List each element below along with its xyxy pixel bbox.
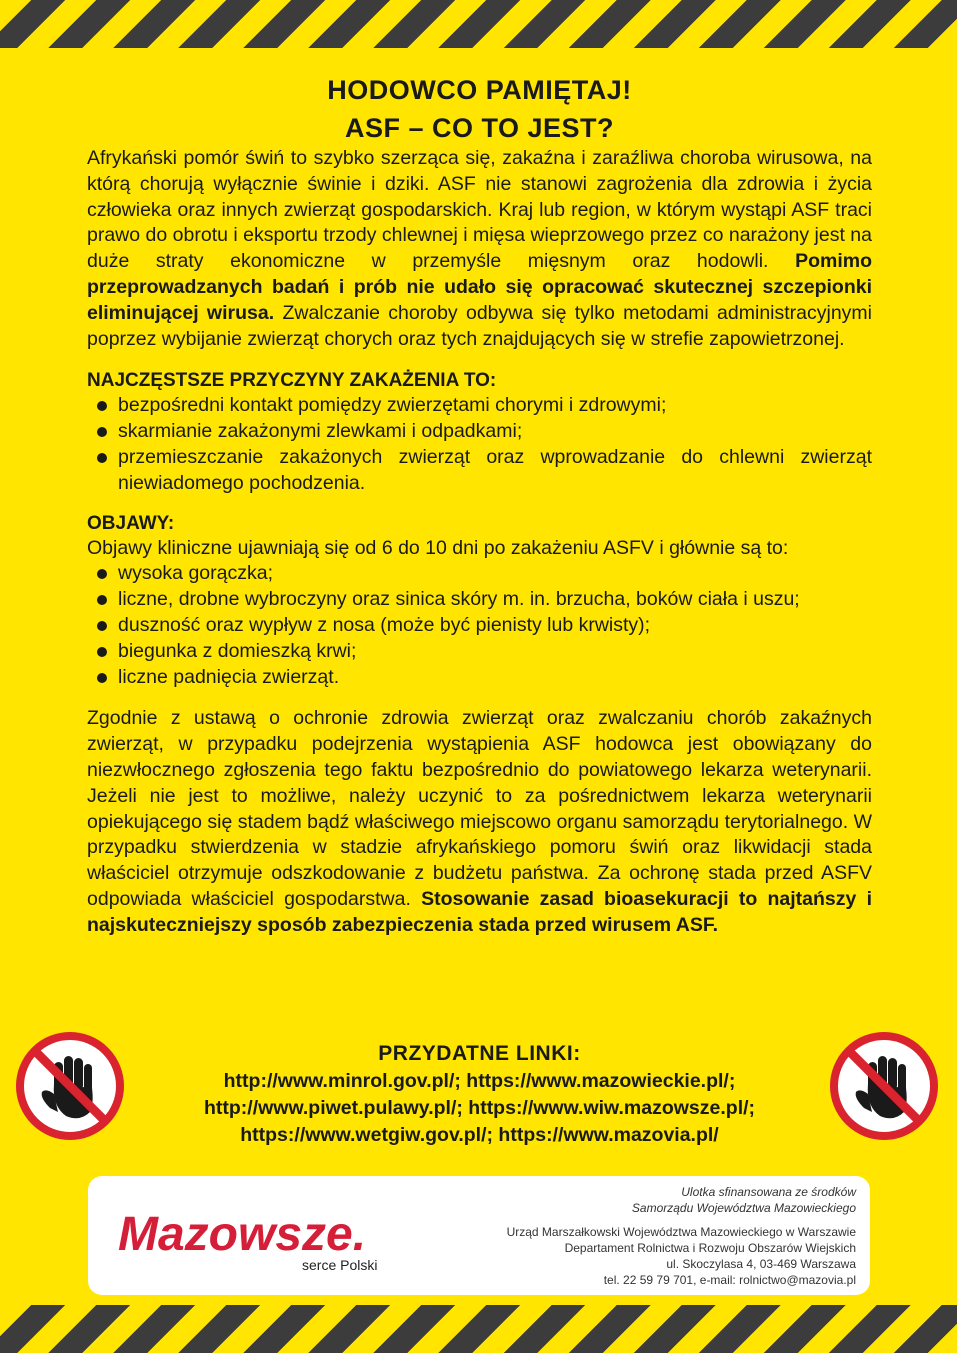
link-line[interactable]: http://www.piwet.pulawy.pl/; https://www.wiw.mazowsze.pl/; (203, 1097, 756, 1119)
bullet-icon (97, 647, 107, 657)
contact-line: tel. 22 59 79 701, e-mail: rolnictwo@mazovia.pl (603, 1273, 856, 1287)
useful-links (87, 1040, 872, 1149)
list-item: bezpośredni kontakt pomiędzy zwierzętami chorymi i zdrowymi; (87, 393, 872, 419)
causes-list (87, 393, 872, 496)
bullet-icon (97, 427, 107, 437)
list-item: wysoka gorączka; (87, 561, 872, 587)
bullet-icon (97, 621, 107, 631)
page-subtitle: ASF – CO TO JEST? (344, 113, 615, 143)
symptoms-intro: Objawy kliniczne ujawniają się od 6 do 10 dni po zakażeniu ASFV i głównie są to: (87, 536, 789, 559)
law-bold-text: Stosowanie zasad bioasekuracji to najtańszy i najskuteczniejszy sposób zabezpieczenia stada przed wirusem ASF. (87, 887, 872, 936)
list-item: liczne, drobne wybroczyny oraz sinica skóry m. in. brzucha, boków ciała i uszu; (87, 587, 872, 613)
law-paragraph (87, 706, 872, 938)
list-item: biegunka z domieszką krwi; (87, 639, 872, 665)
main-content (87, 72, 872, 939)
bullet-icon (97, 673, 107, 683)
mazowsze-logo (114, 1204, 414, 1274)
funding-line: Samorządu Województwa Mazowieckiego (631, 1201, 856, 1215)
page-title: HODOWCO PAMIĘTAJ! (327, 75, 632, 105)
intro-paragraph (87, 146, 872, 352)
law-text: Zgodnie z ustawą o ochronie zdrowia zwierząt oraz zwalczaniu chorób zakaźnych zwierząt, w przypadku podejrzenia wystąpienia ASF hodowca jest obowiązany do niezwłocznego zgłoszenia tego faktu bezpośrednio do powiatowego lekarza weterynarii. Jeżeli nie jest to możliwe, należy uczynić to za pośrednictwem lekarza weterynarii opiekującego się stadem bądź właściwego miejscowo organu samorządu terytorialnego. W przypadku stwierdzenia w stadzie afrykańskiego pomoru świń oraz likwidacji stada właściciel otrzymuje odszkodowanie z budżetu państwa. Za ochronę stada przed ASFV odpowiada właściciel gospodarstwa. (87, 707, 872, 910)
hazard-stripes-top (0, 0, 957, 48)
list-item: duszność oraz wypływ z nosa (może być pienisty lub krwisty); (87, 613, 872, 639)
footer-panel (88, 1176, 870, 1295)
address-line: Departament Rolnictwa i Rozwoju Obszarów Wiejskich (564, 1241, 856, 1255)
link-line[interactable]: https://www.wetgiw.gov.pl/; https://www.mazovia.pl/ (240, 1124, 719, 1146)
links-heading: PRZYDATNE LINKI: (378, 1042, 581, 1065)
list-item: liczne padnięcia zwierząt. (87, 665, 872, 691)
list-item: przemieszczanie zakażonych zwierząt oraz wprowadzanie do chlewni zwierząt niewiadomego pochodzenia. (87, 445, 872, 497)
symptoms-list (87, 561, 872, 690)
intro-text: Afrykański pomór świń to szybko szerząca się, zakaźna i zaraźliwa choroba wirusowa, na którą chorują wyłącznie świnie i dziki. ASF nie stanowi zagrożenia dla zdrowia i życia człowieka oraz innych zwierząt gospodarskich. Kraj lub region, w którym wystąpi ASF traci prawo do obrotu i eksportu trzody chlewnej i mięsa wieprzowego przez co narażony jest na duże straty ekonomiczne w przemyśle mięsnym oraz hodowli. (87, 147, 872, 273)
footer-info (507, 1184, 856, 1288)
bullet-icon (97, 453, 107, 463)
intro-tail-text: Zwalczanie choroby odbywa się tylko metodami administracyjnymi poprzez wybijanie zwierząt chorych oraz tych znajdujących się w strefie zapowietrzonej. (87, 301, 873, 350)
bullet-icon (97, 401, 107, 411)
logo-tagline: serce Polski (302, 1257, 378, 1273)
funding-line: Ulotka sfinansowana ze środków (681, 1185, 856, 1199)
bullet-icon (97, 595, 107, 605)
bullet-icon (97, 569, 107, 579)
list-item: skarmianie zakażonymi zlewkami i odpadkami; (87, 419, 872, 445)
hazard-stripes-bottom (0, 1305, 957, 1353)
link-line[interactable]: http://www.minrol.gov.pl/; https://www.mazowieckie.pl/; (223, 1070, 736, 1092)
symptoms-heading: OBJAWY: (87, 512, 175, 534)
logo-wordmark: Mazowsze. (118, 1208, 367, 1261)
address-line: ul. Skoczylasa 4, 03-469 Warszawa (666, 1257, 856, 1271)
intro-bold-text: Pomimo przeprowadzanych badań i prób nie udało się opracować skutecznej szczepionki eliminującej wirusa. (87, 250, 872, 324)
address-line: Urząd Marszałkowski Województwa Mazowieckiego w Warszawie (506, 1225, 856, 1239)
causes-heading: NAJCZĘSTSZE PRZYCZYNY ZAKAŻENIA TO: (87, 370, 497, 392)
